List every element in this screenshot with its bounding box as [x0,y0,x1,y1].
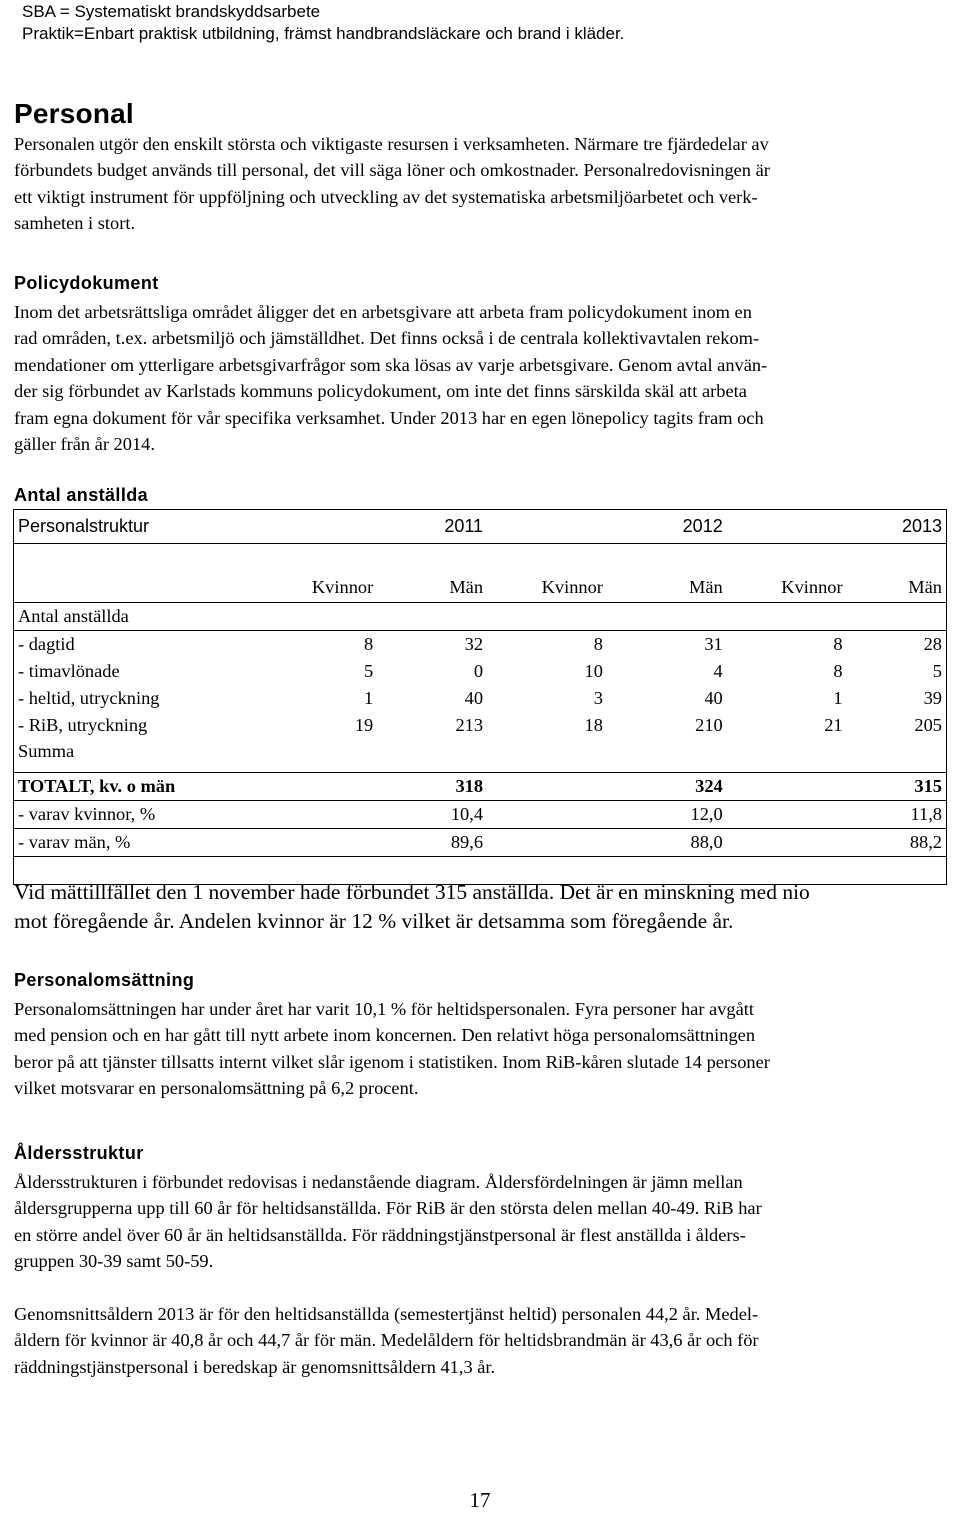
page-number: 17 [469,1488,491,1512]
personnel-structure-table [13,509,947,885]
text-line: der sig förbundet av Karlstads kommuns policydokument, om inte det finns särskilda skäl att arbeta [14,381,747,402]
table-cell: 88,0 [487,828,727,856]
text-line: fram egna dokument för vår specifika verksamhet. Under 2013 har en egen lönepolicy tagits fram och [14,407,764,428]
header-line-1: SBA = Systematiskt brandskyddsarbete [22,2,321,21]
paragraph-alder-medelalder [14,1301,946,1380]
table-cell: 10 [584,661,603,681]
text-line: Åldersstrukturen i förbundet redovisas i nedanstående diagram. Åldersfördelningen är jämn mellan [14,1172,743,1192]
table-cell: 12,0 [487,800,727,828]
text-line: Personalomsättningen har under året har varit 10,1 % för heltidspersonalen. Fyra personer har avgått [14,999,754,1019]
table-cell: 89,6 [267,828,487,856]
table-cell: 31 [607,631,727,659]
text-line: Personalen utgör den enskilt största och viktigaste resursen i verksamheten. Närmare tre fjärdedelar av [14,134,769,154]
text-line: mot föregående år. Andelen kvinnor är 12 % vilket är detsamma som föregående år. [14,909,734,933]
table-cell: 5 [364,661,374,681]
table-cell: 88,2 [727,828,947,856]
row-label: - timavlönade [14,658,268,685]
text-line: Inom det arbetsrättsliga området åligger det en arbetsgivare att arbeta fram policydokument inom en [14,302,752,322]
text-line: förbundets budget används till personal, det vill säga löner och omkostnader. Personalredovisningen är [14,160,770,181]
table-cell: 18 [584,715,603,735]
year-2011: 2011 [267,510,487,544]
table-cell: 19 [354,715,374,735]
table-cell: 21 [824,715,843,735]
text-line: åldersgrupperna upp till 60 år för heltidsanställda. För RiB är den största delen mellan 40-49. RiB har [14,1198,762,1219]
table-cell: 11,8 [727,800,947,828]
table-cell: 210 [695,715,723,735]
sex-label: Män [607,572,727,603]
row-label: - varav män, % [14,828,268,856]
paragraph-omsattning [14,996,946,1102]
sex-label: Män [847,572,947,603]
text-line: mendationer om ytterligare arbetsgivarfrågor som ska lösas av varje arbetsgivare. Genom avtal använ- [14,354,768,375]
table-cell: 10,4 [267,800,487,828]
table-cell: 3 [593,688,603,708]
table-cell: 5 [847,658,947,685]
table-row [14,712,947,739]
table-cell: 205 [847,712,947,739]
text-line: en större andel över 60 år än heltidsanställda. För räddningstjänstpersonal är flest anställda i ålders- [14,1224,746,1245]
table-cell: 0 [473,661,484,681]
section-title-omsattning: Personalomsättning [14,970,195,990]
table-cell: 213 [455,715,484,735]
row-label: Antal anställda [14,603,268,631]
table-row [14,800,947,828]
text-line: med pension och en har gått till nytt arbete inom koncernen. Den relativt höga personalomsättningen [14,1025,756,1046]
text-line: Genomsnittsåldern 2013 är för den heltidsanställda (semestertjänst heltid) personalen 44,2 år. Medel- [14,1304,759,1324]
table-cell: 39 [847,685,947,712]
table-cell: 315 [727,772,947,800]
year-2012: 2012 [487,510,727,544]
table-cell: 324 [487,772,727,800]
row-label: Summa [14,739,268,772]
table-cell: 8 [727,631,847,659]
table-cell: 28 [847,631,947,659]
text-line: rad områden, t.ex. arbetsmiljö och jämställdhet. Det finns också i de centrala kollektivavtalen rekom- [14,328,760,349]
table-row [14,631,947,659]
table-row [14,658,947,685]
sex-label: Kvinnor [487,572,607,603]
table-cell: 40 [704,688,723,708]
table-cell: 32 [377,631,487,659]
year-2013: 2013 [727,510,947,544]
row-label: - RiB, utryckning [14,712,268,739]
section-title-personal: Personal [14,98,134,129]
text-line: vilket motsvarar en personalomsättning på 6,2 procent. [14,1078,419,1099]
sex-label: Kvinnor [267,572,377,603]
text-line: ett viktigt instrument för uppföljning och utveckling av det systematiska arbetsmiljöarbetet och verk- [14,186,758,207]
text-line: åldern för kvinnor är 40,8 år och 44,7 år för män. Medelåldern för heltidsbrandmän är 43,6 år och för [14,1330,759,1351]
row-label: - varav kvinnor, % [14,800,268,828]
table-cell: 4 [713,661,723,681]
paragraph-alder [14,1169,946,1275]
table-cell: 1 [833,688,843,708]
table-row [14,739,947,772]
table-row [14,572,947,603]
paragraph-personal [14,131,946,237]
table-cell: 318 [267,772,487,800]
paragraph-policy [14,299,946,457]
table-spacer-row [14,544,947,573]
text-line: gruppen 30-39 samt 50-59. [14,1251,214,1272]
table-row [14,685,947,712]
sex-label: Kvinnor [727,572,847,603]
table-header-label: Personalstruktur [14,510,268,544]
table-row [14,772,947,800]
text-line: räddningstjänstpersonal i beredskap är genomsnittsåldern 41,3 år. [14,1356,496,1377]
table-row [14,603,947,631]
table-cell: 8 [833,661,843,681]
sex-label: Män [377,572,487,603]
header-line-2: Praktik=Enbart praktisk utbildning, främst handbrandsläckare och brand i kläder. [22,24,625,43]
section-title-antal: Antal anställda [14,485,149,505]
text-line: gäller från år 2014. [14,434,155,455]
section-title-policy: Policydokument [14,273,159,293]
text-line: Vid mättillfället den 1 november hade förbundet 315 anställda. Det är en minskning med nio [14,880,810,904]
section-title-alder: Åldersstruktur [14,1143,144,1163]
table-row [14,828,947,856]
text-line: beror på att tjänster tillsatts internt vilket slår igenom i statistiken. Inom RiB-kåren slutade 14 personer [14,1051,770,1072]
row-label: - dagtid [14,631,268,659]
table-cell: 40 [464,688,484,708]
table-cell: 1 [364,688,374,708]
table-cell: 8 [267,631,377,659]
paragraph-antal-summary [14,878,946,936]
row-label: TOTALT, kv. o män [14,772,268,800]
table-header-row [14,510,947,544]
row-label: - heltid, utryckning [14,685,268,712]
text-line: samheten i stort. [14,213,136,234]
table-cell: 8 [487,631,607,659]
